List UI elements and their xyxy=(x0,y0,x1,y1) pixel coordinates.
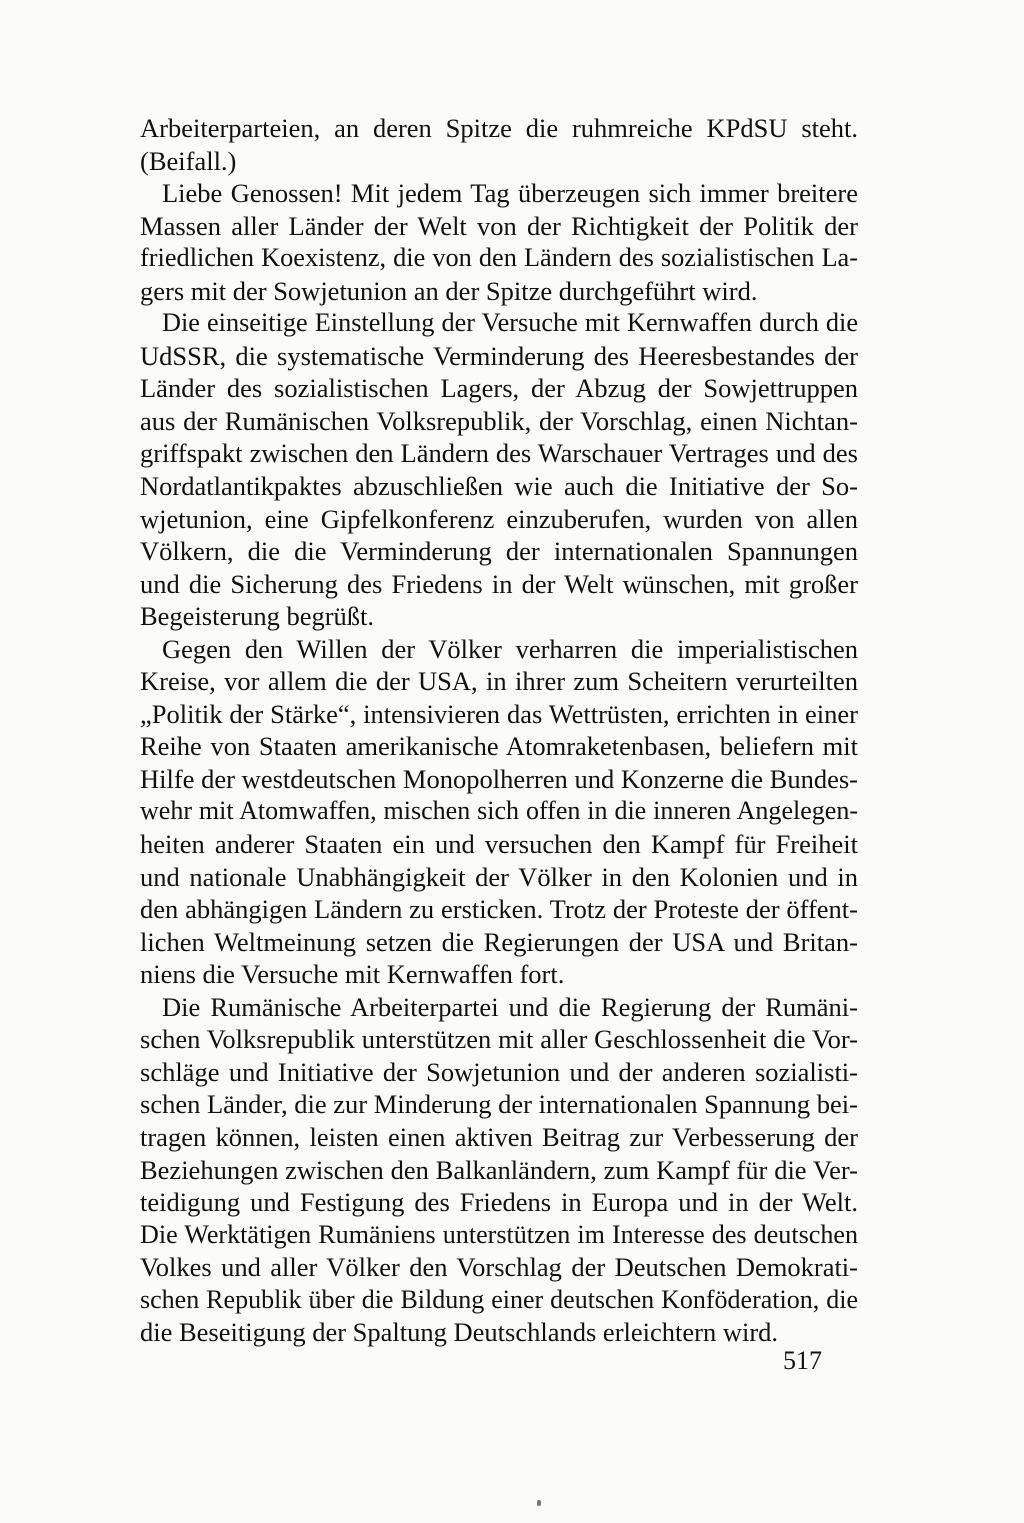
text-line: tragen können, leisten einen aktiven Beitrag zur Verbesserung der xyxy=(140,1121,858,1152)
text-line: Hilfe der westdeutschen Monopolherren und Konzerne die Bundes- xyxy=(140,763,858,794)
text-line: wehr mit Atomwaffen, mischen sich offen in die inneren Angelegen- xyxy=(140,796,858,826)
text-line: Begeisterung begrüßt. xyxy=(140,601,375,632)
text-line: und nationale Unabhängigkeit der Völker in den Kolonien und in xyxy=(140,861,858,892)
text-line: Beziehungen zwischen den Balkanländern, zum Kampf für die Ver- xyxy=(140,1154,858,1185)
text-line: Volkes und aller Völker den Vorschlag der Deutschen Demokrati- xyxy=(140,1252,858,1283)
text-line: heiten anderer Staaten ein und versuchen den Kampf für Freiheit xyxy=(140,829,858,860)
text-line: den abhängigen Ländern zu ersticken. Trotz der Proteste der öffent- xyxy=(140,894,858,925)
text-line: und die Sicherung des Friedens in der Welt wünschen, mit großer xyxy=(140,568,858,599)
text-line: schläge und Initiative der Sowjetunion und der anderen sozialisti- xyxy=(140,1056,858,1087)
text-line: Die einseitige Einstellung der Versuche mit Kernwaffen durch die xyxy=(162,308,858,338)
text-line: Völkern, die die Verminderung der internationalen Spannungen xyxy=(140,536,858,567)
text-line: „Politik der Stärke“, intensivieren das Wettrüsten, errichten in einer xyxy=(140,698,858,729)
text-line: griffspakt zwischen den Ländern des Warschauer Vertrages und des xyxy=(140,438,858,469)
text-line: schen Volksrepublik unterstützen mit aller Geschlossenheit die Vor- xyxy=(140,1024,858,1055)
text-line: Massen aller Länder der Welt von der Richtigkeit der Politik der xyxy=(140,210,858,241)
print-speck xyxy=(537,1500,541,1506)
text-line: Kreise, vor allem die der USA, in ihrer zum Scheitern verurteilten xyxy=(140,666,858,697)
text-line: UdSSR, die systematische Verminderung des Heeresbestandes der xyxy=(140,340,858,371)
text-line: (Beifall.) xyxy=(140,145,237,176)
text-line: die Beseitigung der Spaltung Deutschlands erleichtern wird. xyxy=(140,1317,779,1348)
text-line: Die Rumänische Arbeiterpartei und die Regierung der Rumäni- xyxy=(162,991,858,1022)
text-line: Die Werktätigen Rumäniens unterstützen im Interesse des deutschen xyxy=(140,1219,858,1249)
text-line: Liebe Genossen! Mit jedem Tag überzeugen sich immer breitere xyxy=(162,178,858,209)
text-line: lichen Weltmeinung setzen die Regierungen der USA und Britan- xyxy=(140,926,858,957)
text-line: aus der Rumänischen Volksrepublik, der Vorschlag, einen Nichtan- xyxy=(140,405,858,436)
text-line: Arbeiterparteien, an deren Spitze die ruhmreiche KPdSU steht. xyxy=(140,113,858,143)
text-line: friedlichen Koexistenz, die von den Ländern des sozialistischen La- xyxy=(140,243,858,273)
text-line: schen Länder, die zur Minderung der internationalen Spannung bei- xyxy=(140,1089,858,1120)
text-line: niens die Versuche mit Kernwaffen fort. xyxy=(140,959,565,990)
text-line: wjetunion, eine Gipfelkonferenz einzuberufen, wurden von allen xyxy=(140,503,858,534)
text-line: gers mit der Sowjetunion an der Spitze durchgeführt wird. xyxy=(140,275,758,306)
text-line: schen Republik über die Bildung einer deutschen Konföderation, die xyxy=(140,1284,858,1314)
text-line: Gegen den Willen der Völker verharren die imperialistischen xyxy=(162,633,858,664)
text-line: Länder des sozialistischen Lagers, der Abzug der Sowjettruppen xyxy=(140,373,858,404)
body-text xyxy=(140,112,858,1349)
page-number: 517 xyxy=(783,1346,822,1375)
text-line: Reihe von Staaten amerikanische Atomraketenbasen, beliefern mit xyxy=(140,731,858,762)
text-line: teidigung und Festigung des Friedens in Europa und in der Welt. xyxy=(140,1187,858,1218)
text-line: Nordatlantikpaktes abzuschließen wie auch die Initiative der So- xyxy=(140,471,858,502)
